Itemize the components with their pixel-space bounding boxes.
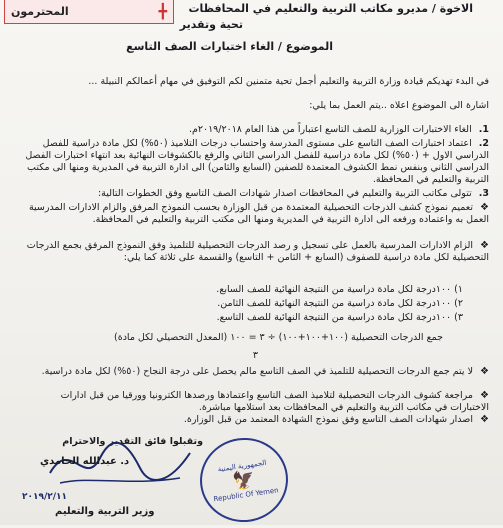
final-item-1 — [19, 366, 489, 378]
final-item-3 — [19, 414, 489, 426]
grade-line-3: ٣) ١٠٠درجة لكل مادة دراسية من النتيجة النهائية للصف التاسع. — [216, 312, 463, 323]
sub-item-1 — [19, 202, 489, 226]
reference-line: اشارة الى الموضوع اعلاه ..يتم العمل بما يلي: — [309, 100, 489, 111]
ministry-logo-icon: ╋ — [158, 3, 167, 20]
final-item-text: لا يتم جمع الدرجات التحصيلية للتلميذ في الصف التاسع مالم يحصل على درجة النجاح (٥٠%) لكل مادة دراسية. — [41, 366, 473, 377]
stamp-bottom-text: Republic Of Yemen — [212, 485, 280, 503]
final-item-text: اصدار شهادات الصف التاسع وفق نموذج الشهادة المعتمد من قبل الوزارة. — [183, 414, 473, 425]
grade-line-2: ٢) ١٠٠درجة لكل مادة دراسية من النتيجة النهائية للصف الثامن. — [217, 298, 463, 309]
final-item-2 — [19, 390, 489, 414]
bullet-icon: ❖ — [480, 414, 489, 425]
list-item-1 — [19, 124, 489, 136]
signature-date: ٢٠١٩/٢/١١ — [22, 492, 68, 502]
greeting-line: تحية وتقدير — [179, 18, 243, 31]
item-number: 3. — [478, 188, 489, 199]
grade-line-1: ١) ١٠٠درجة لكل مادة دراسية من النتيجة النهائية للصف السابع. — [216, 284, 463, 295]
intro-paragraph: في البدء تهديكم قيادة وزارة التربية والتعليم أجمل تحية متمنين لكم التوفيق في مهام أعمالكم النبيلة ... — [88, 76, 489, 87]
subject-line: الموضوع / الغاء اختبارات الصف التاسع — [126, 40, 333, 53]
bullet-icon: ❖ — [480, 366, 489, 377]
list-item-3 — [19, 188, 489, 200]
signatory-name: د. عبدالله الحامدي — [40, 456, 130, 467]
official-stamp — [195, 432, 294, 527]
bullet-icon: ❖ — [480, 390, 489, 401]
item-text: الغاء الاختبارات الوزارية للصف التاسع اعتباراً من هذا العام ٢٠١٩/٢٠١٨م. — [188, 124, 472, 135]
list-item-2 — [19, 138, 489, 186]
sub-item-2 — [19, 240, 489, 264]
bullet-icon: ❖ — [480, 240, 489, 251]
item-number: 1. — [478, 124, 489, 135]
stamp-top-text: الجمهورية اليمنية — [217, 458, 267, 474]
closing-line: وتقبلوا فائق التقدير والاحترام — [62, 436, 203, 447]
eagle-emblem-icon: 🦅 — [231, 468, 257, 492]
formula-line: جمع الدرجات التحصيلية (١٠٠+١٠٠+١٠٠) ÷ ٣ = ١٠٠ (المعدل التحصيلي لكل مادة) — [114, 332, 443, 343]
sub-item-text: تعميم نموذج كشف الدرجات التحصيلية المعتمدة من قبل الوزارة بحسب النموذج المرفق والزام الادارات المدرسية العمل به واعتماده ورفعه الى ادارة التربية في المديرية ومنها الى مكتب التربية والتعليم في المحافظة. — [28, 202, 489, 225]
bullet-icon: ❖ — [480, 202, 489, 213]
addressee-line: الاخوة / مديرو مكاتب التربية والتعليم في المحافظات — [188, 2, 473, 15]
section-divider-number: ٣ — [252, 350, 258, 361]
addressee-honorific: المحترمون — [11, 5, 69, 18]
item-text: تتولى مكاتب التربية والتعليم في المحافظات اصدار شهادات الصف التاسع وفق الخطوات التالية: — [97, 188, 472, 199]
sub-item-text: الزام الادارات المدرسية بالعمل على تسجيل و رصد الدرجات التحصيلية للتلميذ وفق النموذج المرفق بجمع الدرجات التحصيلية لكل مادة دراسية للصفوف (السابع + الثامن + التاسع) والقسمة على ثلاثة كما يلي: — [26, 240, 489, 263]
item-number: 2. — [478, 138, 489, 149]
signatory-title: وزير التربية والتعليم — [55, 506, 155, 517]
letterhead-label — [4, 0, 174, 24]
final-item-text: مراجعة كشوف الدرجات التحصيلية لتلاميذ الصف التاسع واعتمادها ورصدها الكترونيا وورقيا من قبل ادارات الاختبارات في مكاتب التربية والتعليم في المحافظات بعد استلامها مباشرة. — [60, 390, 489, 413]
item-text: اعتماد اختبارات الصف التاسع على مستوى المدرسة واحتساب درجات التلاميذ (٥٠%) لكل مادة دراسية للفصل الدراسي الاول + (٥٠%) لكل مادة دراسية للفصل الدراسي الثاني والرفع بالكشوفات النهائية بعد انتهاء اختبارات الفصل الدراسي الثاني وبنفس نمط الكشوف المعتمدة للصفين (السابع والثامن) الى ادارة التربية في المديرية ومنها الى مكتب التربية والتعليم في المحافظة. — [25, 138, 489, 185]
